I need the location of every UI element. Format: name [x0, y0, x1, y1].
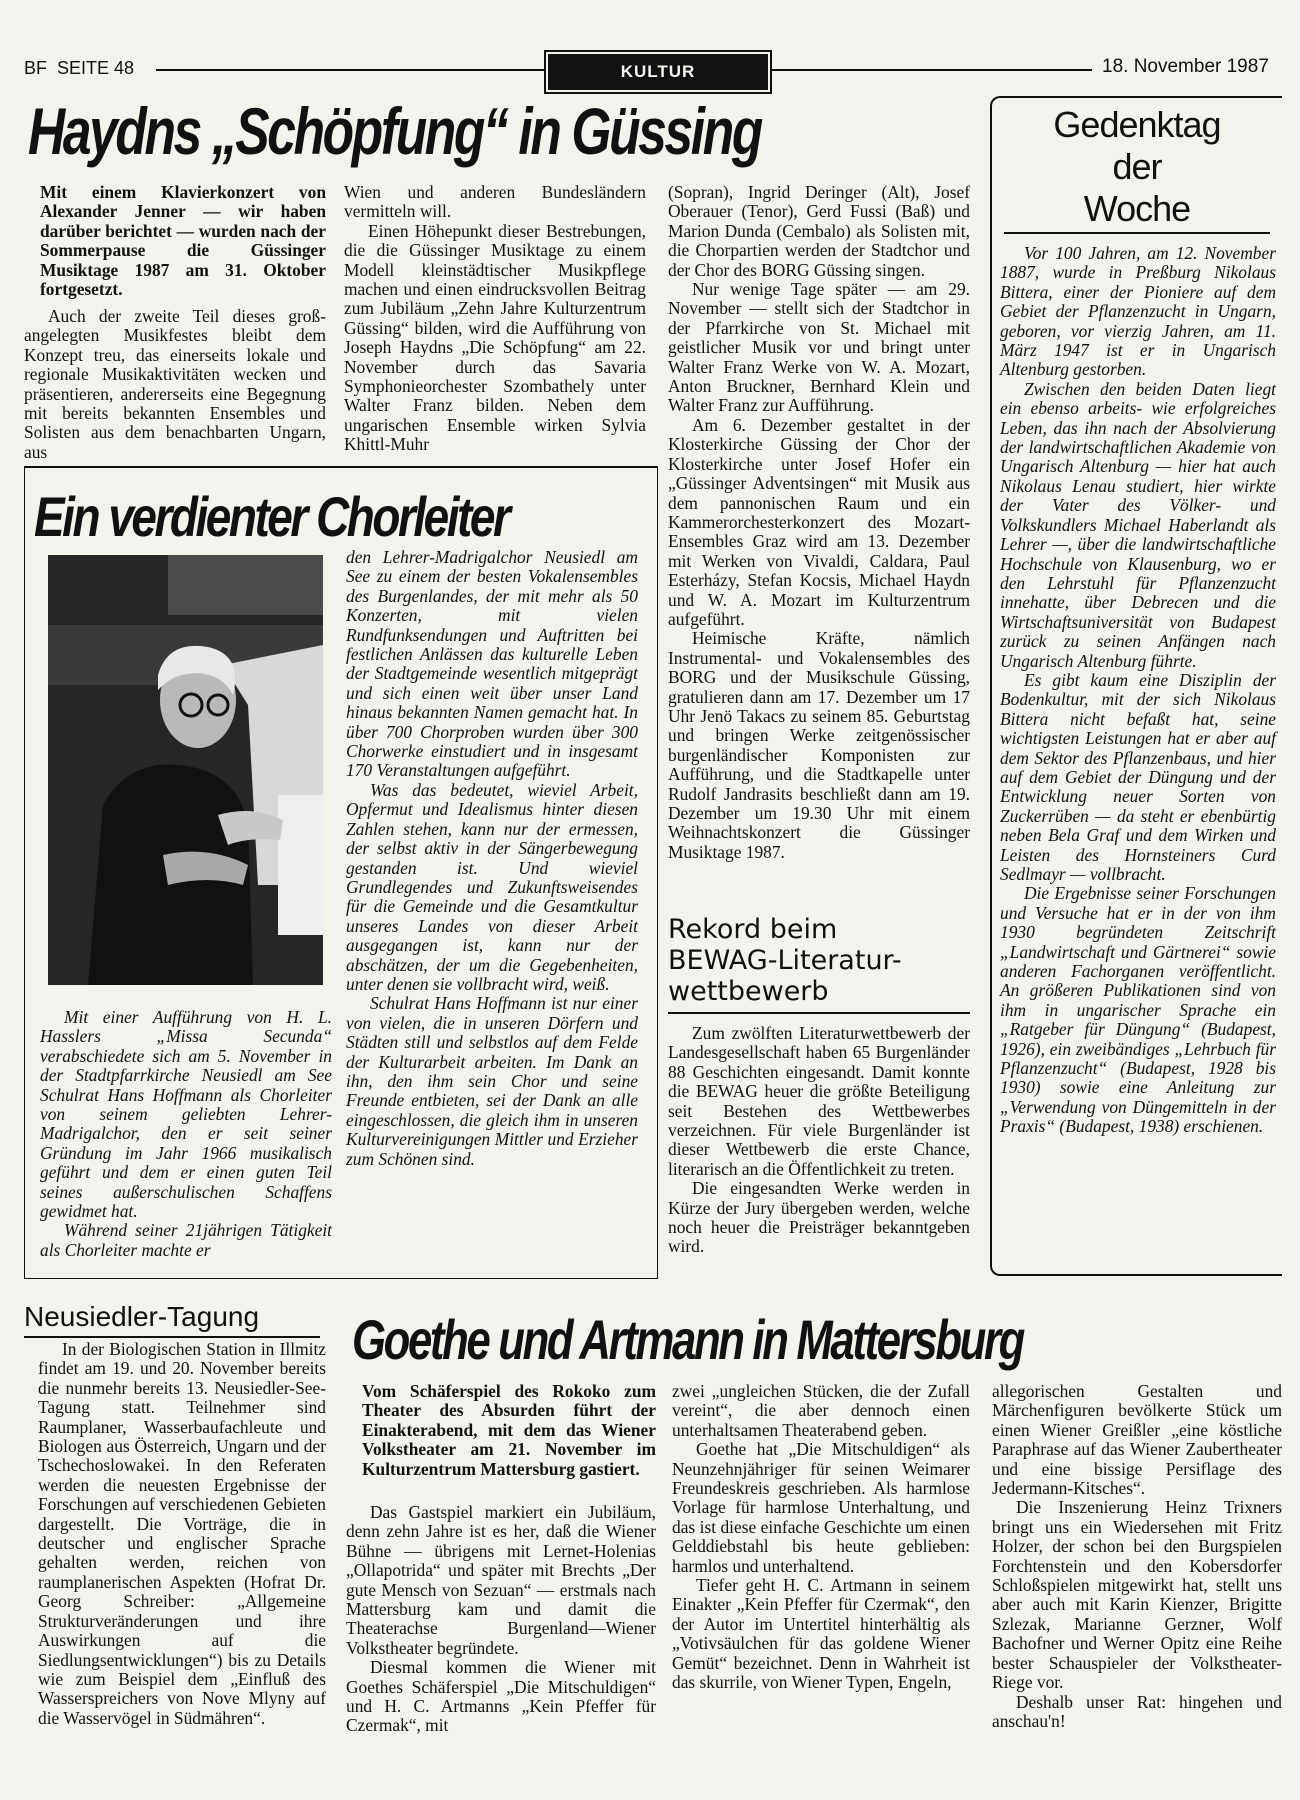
- paragraph: Zwischen den beiden Daten liegt ein ebenso arbeits- wie erfolgreiches Leben, das ihn nach der Absolvierung der landwirtschaftlichen Akademie von Ungarisch Altenburg — hier hat auch Nikolaus Lenau studiert, hier wirkte der Vater des Völker- und Volkskundlers Michael Haberlandt als Lehrer —, über die landwirtschaftliche Hochschule von Klausenburg, wo er den Lehrstuhl für Pflanzenzucht innehatte, über Debrecen und die Wirtschaftsuniversität von Budapest zurück zu seinen Anfängen nach Ungarisch Altenburg führte.: [1000, 378, 1276, 671]
- title-underline: [1004, 232, 1270, 234]
- paragraph: Während seiner 21jährigen Tätigkeit als Chorleiter machte er: [40, 1220, 332, 1260]
- chorleiter-caption: [40, 1008, 332, 1260]
- haydn-lead: Mit einem Klavierkonzert von Alexander Jenner — wir haben darüber berichtet — wurden nach der Sommerpause die Güssinger Musiktage 1987 am 31. Oktober fortgesetzt.: [40, 182, 326, 300]
- haydn-column-3: [668, 183, 970, 862]
- title-line: Gedenktag: [1053, 104, 1221, 145]
- paragraph: den Lehrer-Madrigalchor Neusiedl am See zu einem der besten Vokalensembles des Burgenlandes, der mit mehr als 50 Konzerten, mit vielen Rundfunksendungen und Auftritten bei festlichen Anlässen das kulturelle Leben der Stadtgemeinde wesentlich mitgeprägt und sich einen weit über unser Land hinaus bekannten Namen gemacht hat. In über 700 Chorproben wurden über 300 Chorwerke einstudiert und in insgesamt 170 Veranstaltungen aufgeführt.: [346, 547, 638, 781]
- goethe-lead: Vom Schäferspiel des Rokoko zum Theater des Absurden führt der Einakterabend, mit dem das Wiener Volkstheater am 21. November im Kulturzentrum Mattersburg gastiert.: [362, 1381, 656, 1479]
- headline-line: wettbewerb: [668, 976, 829, 1007]
- conductor-photo: [48, 555, 323, 985]
- headline-rekord: [668, 914, 968, 1007]
- headline-line: BEWAG-Literatur-: [668, 945, 902, 976]
- paragraph: Vor 100 Jahren, am 12. November 1887, wurde in Preßburg Nikolaus Bittera, einer der Pioniere auf dem Gebiet der Pflanzenzucht in Ungarn, geboren, vor vierzig Jahren, am 11. März 1947 ist er in Ungarisch Altenburg gestorben.: [1000, 243, 1276, 380]
- chorleiter-column: [346, 548, 638, 1169]
- header-rule-right: [770, 69, 1092, 71]
- paragraph: In der Biologischen Station in Illmitz findet am 19. und 20. November bereits die nunmehr bereits 13. Neusiedler-See-Tagung statt. Teilnehmer sind Raumplaner, Wasserbaufachleute und Biologen aus Österreich, Ungarn und der Tschechoslowakei. In den Referaten werden die neuesten Ergebnisse der Forschungen auf verschiedenen Gebieten dargestellt. Die Vorträge, die in deutscher und englischer Sprache gehalten werden, reichen von raumplanerischen Aspekten (Hofrat Dr. Georg Schreiber: „Allgemeine Strukturveränderungen und ihre Auswirkungen auf die Siedlungsentwicklungen“) bis zu Details wie zum Beispiel dem „Einfluß des Wasserspreichers von Nove Mlyny auf die Wasservögel in Südmähren“.: [38, 1339, 326, 1728]
- paragraph: zwei „ungleichen Stücken, die der Zufall vereint“, die aber dennoch einen unterhaltsamen Theaterabend geben.: [672, 1381, 970, 1440]
- haydn-column-1: [24, 307, 326, 462]
- haydn-column-2: [344, 183, 646, 455]
- paragraph: Deshalb unser Rat: hingehen und anschau'n!: [992, 1691, 1282, 1731]
- paragraph: Die Inszenierung Heinz Trixners bringt uns ein Wiedersehen mit Fritz Holzer, der schon bei den Burgspielen Forchtenstein und den Kobersdorfer Schloßspielen mitgewirkt hat, stellt uns aber auch mit Karin Kienzer, Brigitte Szlezak, Marianne Gerzner, Wolf Bachofner und Werner Opitz eine Reihe bester Schauspieler der Volkstheater-Riege vor.: [992, 1497, 1282, 1693]
- paragraph: Goethe hat „Die Mitschuldigen“ als Neunzehnjähriger für seinen Weimarer Freundeskreis geschrieben. Als harmlose Vorlage für harmlose Unterhaltung, und das ist diese einfache Geschichte um einen Gelddiebstahl bis heute geblieben: harmlos und unterhaltend.: [672, 1439, 970, 1576]
- paragraph: Am 6. Dezember gestaltet in der Klosterkirche Güssing der Chor der Klosterkirche unter Josef Hofer ein „Güssinger Adventsingen“ mit Musik aus dem pannonischen Raum und ein Kammerorchesterkonzert des Mozart-Ensembles Graz wird am 13. Dezember mit Werken von Vivaldi, Caldara, Paul Esterházy, Stefan Kocsis, Michael Haydn und W. A. Mozart im Kulturzentrum aufgeführt.: [668, 414, 970, 629]
- neusiedler-column: [38, 1340, 326, 1728]
- paragraph: Schulrat Hans Hoffmann ist nur einer von vielen, die in unseren Dörfern und Städten still und selbstlos auf dem Felde der Kulturarbeit arbeiten. Im Dank an ihn, den ihm sein Chor und seine Freunde entbieten, sei der Dank an alle eingeschlossen, die gleich ihm in unseren Kulturvereinigungen Mittler und Erzieher zum Schönen sind.: [346, 993, 638, 1169]
- section-label: KULTUR: [548, 54, 768, 90]
- goethe-column-3: [992, 1382, 1282, 1731]
- paragraph: Das Gastspiel markiert ein Jubiläum, denn zehn Jahre ist es her, daß die Wiener Bühne — übrigens mit Lernet-Holenias „Ollapotrida“ und später mit Brechts „Der gute Mensch von Sezuan“ — erstmals nach Mattersburg kam und damit die Theaterachse Burgenland—Wiener Volkstheater begründete.: [346, 1502, 656, 1658]
- rekord-rule: [668, 1012, 970, 1014]
- paragraph: Die Ergebnisse seiner Forschungen und Versuche hat er in der von ihm 1930 begründeten Zeitschrift „Landwirtschaft und Gärtnerei“ sowie anderen Fachorganen veröffentlicht. An größeren Publikationen sind von ihm in ungarischer Sprache ein „Ratgeber für Düngung“ (Budapest, 1926), ein zweibändiges „Lehrbuch für Pflanzenzucht“ (Budapest, 1928 bis 1930) sowie eine Anleitung zur „Verwendung von Düngemitteln in der Praxis“ (Budapest, 1938) erschienen.: [1000, 883, 1276, 1137]
- paragraph: Diesmal kommen die Wiener mit Goethes Schäferspiel „Die Mitschuldigen“ und H. C. Artmanns „Kein Pfeffer für Czermak“, mit: [346, 1657, 656, 1736]
- paragraph: Mit einer Aufführung von H. L. Hasslers „Missa Secunda“ verabschiedete sich am 5. November in der Stadtpfarrkirche Neusiedl am See Schulrat Hans Hoffmann als Chorleiter von seinem geliebten Lehrer-Madrigalchor, den er seit seiner Gründung im Jahr 1966 musikalisch geführt und dem er einen guten Teil seines außerschulischen Schaffens gewidmet hat.: [40, 1007, 332, 1222]
- paragraph: Was das bedeutet, wieviel Arbeit, Opfermut und Idealismus hinter diesen Zahlen stehen, kann nur der ermessen, der selbst aktiv in der Sängerbewegung gestanden ist. Und wieviel Grundlegendes und Zukunftsweisendes für die Gemeinde und die Gesamtkultur unseres Landes von dieser Arbeit ausgegangen ist, kann nur der abschätzen, der um die Gegebenheiten, unter denen sie vollbracht wird, weiß.: [346, 779, 638, 994]
- headline-haydn: Haydns „Schöpfung“ in Güssing: [28, 94, 761, 168]
- paragraph: (Sopran), Ingrid Deringer (Alt), Josef Oberauer (Tenor), Gerd Fussi (Baß) und Marion Dunda (Cembalo) als Solisten mit, die Chorpartien werden der Stadtchor und der Chor des BORG Güssing singen.: [668, 182, 970, 280]
- headline-goethe: Goethe und Artmann in Mattersburg: [352, 1308, 1024, 1371]
- paragraph: Auch der zweite Teil dieses großangelegten Musikfestes bleibt dem Konzept treu, das einerseits lokale und regionale Musikaktivitäten wecken und präsentieren, andererseits eine Begegnung mit bereits bekannten Ensembles und Solisten aus dem benachbarten Ungarn, aus: [24, 306, 326, 462]
- gedenktag-column: [1000, 244, 1276, 1137]
- title-line: Woche: [1083, 188, 1191, 229]
- page-date: 18. November 1987: [1102, 56, 1269, 77]
- title-line: der: [1112, 146, 1162, 187]
- paragraph: Zum zwölften Literaturwettbewerb der Landesgesellschaft haben 65 Burgenländer 88 Geschichten eingesandt. Damit konnte die BEWAG heuer die größte Beteiligung seit Bestehen des Wettbewerbes verzeichnen. Für viele Burgenländer ist dieser Wettbewerb die erste Chance, literarisch an die Öffentlichkeit zu treten.: [668, 1023, 970, 1179]
- headline-neusiedler: Neusiedler-Tagung: [24, 1301, 260, 1332]
- conductor-photo-graphic: [48, 555, 323, 985]
- gedenktag-box: [990, 96, 1282, 1276]
- gedenktag-title: [992, 104, 1282, 230]
- headline-line: Rekord beim: [668, 914, 838, 945]
- headline-chorleiter: Ein verdienter Chorleiter: [34, 485, 509, 548]
- paragraph: allegorischen Gestalten und Märchenfiguren bevölkerte Stück um einen Wiener Greißler „eine köstliche Paraphrase auf das Wiener Zaubertheater und eine bissige Persiflage des Jedermann-Kitsches“.: [992, 1381, 1282, 1499]
- goethe-column-1: [346, 1503, 656, 1736]
- paragraph: Die eingesandten Werke werden in Kürze der Jury übergeben werden, welche noch heuer die Preisträger bekanntgeben wird.: [668, 1178, 970, 1257]
- paragraph: Wien und anderen Bundesländern vermitteln will.: [344, 182, 646, 222]
- header-rule-left: [156, 69, 548, 71]
- goethe-column-2: [672, 1382, 970, 1693]
- paragraph: Heimische Kräfte, nämlich Instrumental- und Vokalensembles des BORG und der Musikschule Güssing, gratulieren dann am 17. Dezember um 17 Uhr Jenö Takacs zu seinem 85. Geburtstag und bringen Werke zeitgenössischer burgenländischer Komponisten zur Aufführung, und die Stadtkapelle unter Rudolf Jandrasits beschließt dann am 19. Dezember um 19.30 Uhr mit einem Weihnachtskonzert die Güssinger Musiktage 1987.: [668, 628, 970, 862]
- page-number: BF SEITE 48: [24, 58, 135, 78]
- paragraph: Es gibt kaum eine Disziplin der Bodenkultur, mit der sich Nikolaus Bittera nicht befaßt hat, seine wichtigsten Leistungen hat er aber auf dem Sektor des Pflanzenbaus, und hier auf dem Gebiet der Düngung und der Entwicklung neuer Sorten von Zuckerrüben — da steht er ebenbürtig neben Bela Graf und dem Wirken und Leisten des Hornsteiners Curd Sedlmayr — vollbracht.: [1000, 669, 1276, 884]
- paragraph: Einen Höhepunkt dieser Bestrebungen, die die Güssinger Musiktage zu einem Modell kleinstädtischer Musikpflege machen und einen eindrucksvollen Beitrag zum Jubiläum „Zehn Jahre Kulturzentrum Güssing“ bilden, wird die Aufführung von Joseph Haydns „Die Schöpfung“ am 22. November durch das Savaria Symphonieorchester Szombathely unter Walter Franz bilden. Neben dem ungarischen Ensemble wirken Sylvia Khittl-Muhr: [344, 220, 646, 455]
- paragraph: Tiefer geht H. C. Artmann in seinem Einakter „Kein Pfeffer für Czermak“, den der Autor im Untertitel hinterhältig als „Votivsäulchen für das goldene Wiener Gemüt“ bezeichnet. Denn in Wahrheit ist das skurrile, von Wiener Typen, Engeln,: [672, 1575, 970, 1693]
- neusiedler-rule: [24, 1336, 320, 1338]
- rekord-column: [668, 1024, 970, 1257]
- paragraph: Nur wenige Tage später — am 29. November — stellt sich der Stadtchor in der Pfarrkirche von St. Michael mit geistlicher Musik vor und bringt unter Walter Franz Werke von W. A. Mozart, Anton Bruckner, Bernhard Klein und Walter Franz zur Aufführung.: [668, 279, 970, 416]
